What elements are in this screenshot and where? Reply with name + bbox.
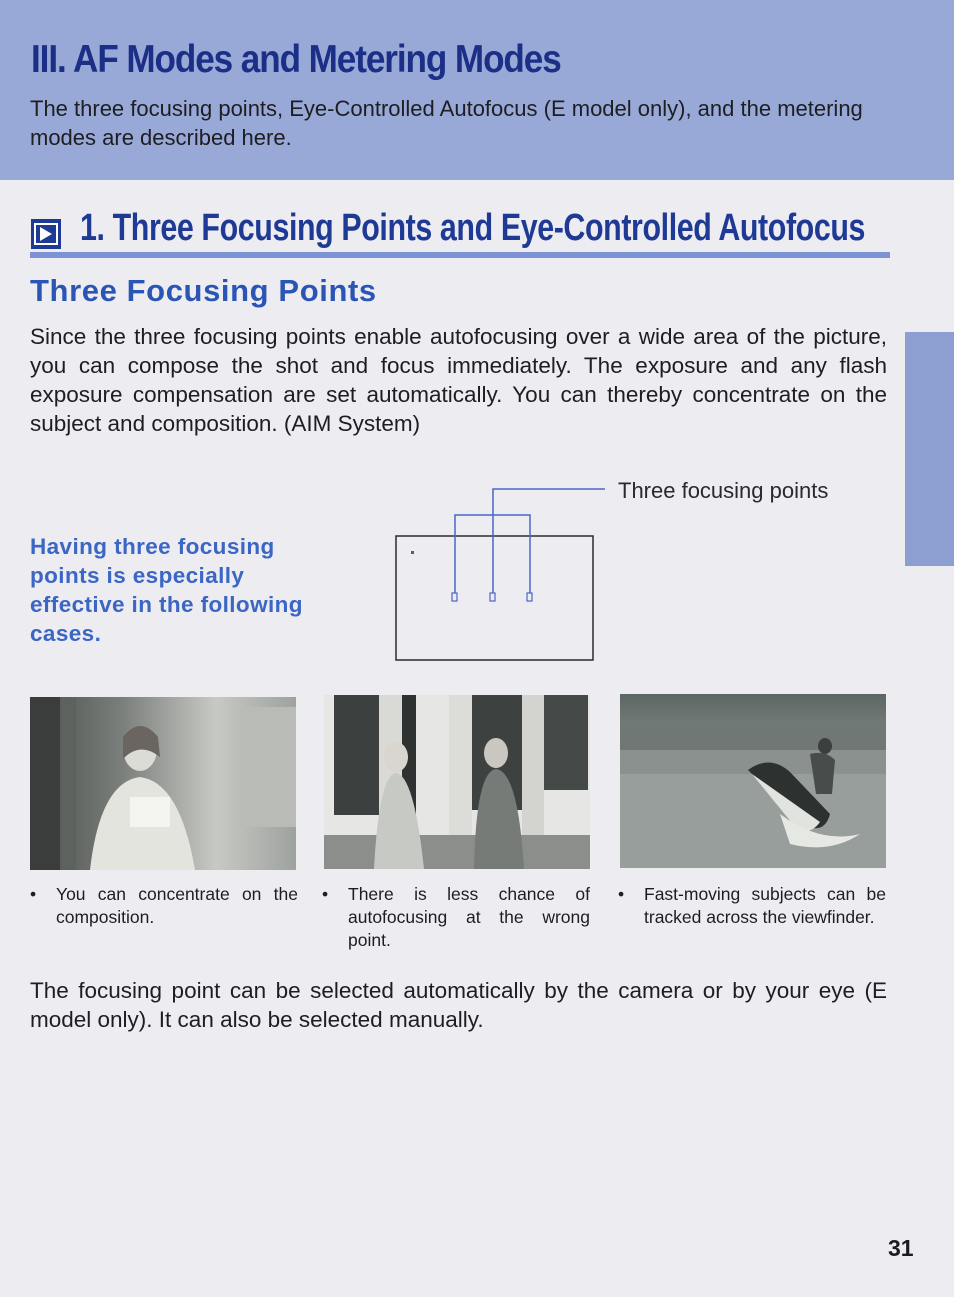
callout-text: Having three focusing points is especially effective in the following cases.: [30, 534, 303, 646]
viewfinder-section-icon: [31, 219, 61, 249]
photo-portrait: [30, 697, 296, 870]
focusing-points-diagram: [380, 480, 620, 670]
subsection-paragraph: Since the three focusing points enable autofocusing over a wide area of the picture, you can compose the shot and focus immediately. The exposure and any flash exposure compensation are set automatically. You can thereby concentrate on the subject and composition. (AIM System): [30, 324, 887, 436]
case-text: Fast-moving subjects can be tracked across the viewfinder.: [644, 884, 886, 927]
photo-two-women: [324, 695, 590, 869]
photo-jet-ski: [620, 694, 886, 868]
section-header: [30, 205, 890, 253]
section-title: 1. Three Focusing Points and Eye-Controlled Autofocus: [80, 207, 866, 249]
bullet-marker: •: [30, 884, 37, 904]
chapter-title: III. AF Modes and Metering Modes: [31, 38, 561, 81]
section-divider: [30, 252, 890, 258]
header-band: [0, 0, 954, 180]
chapter-intro: The three focusing points, Eye-Controlled Autofocus (E model only), and the metering modes are described here.: [30, 96, 863, 150]
bullet-marker: •: [322, 884, 329, 904]
subsection-heading: Three Focusing Points: [30, 273, 377, 308]
case-caption: [30, 883, 298, 929]
case-caption: [618, 883, 886, 929]
case-text: There is less chance of autofocusing at the wrong point.: [348, 884, 590, 950]
case-text: You can concentrate on the composition.: [56, 884, 298, 927]
case-caption: [322, 883, 590, 952]
chapter-side-tab: [905, 332, 954, 566]
diagram-label: Three focusing points: [618, 478, 829, 503]
page-number: 31: [888, 1235, 914, 1261]
closing-paragraph: The focusing point can be selected automatically by the camera or by your eye (E model only). It can also be selected manually.: [30, 978, 887, 1032]
bullet-marker: •: [618, 884, 625, 904]
